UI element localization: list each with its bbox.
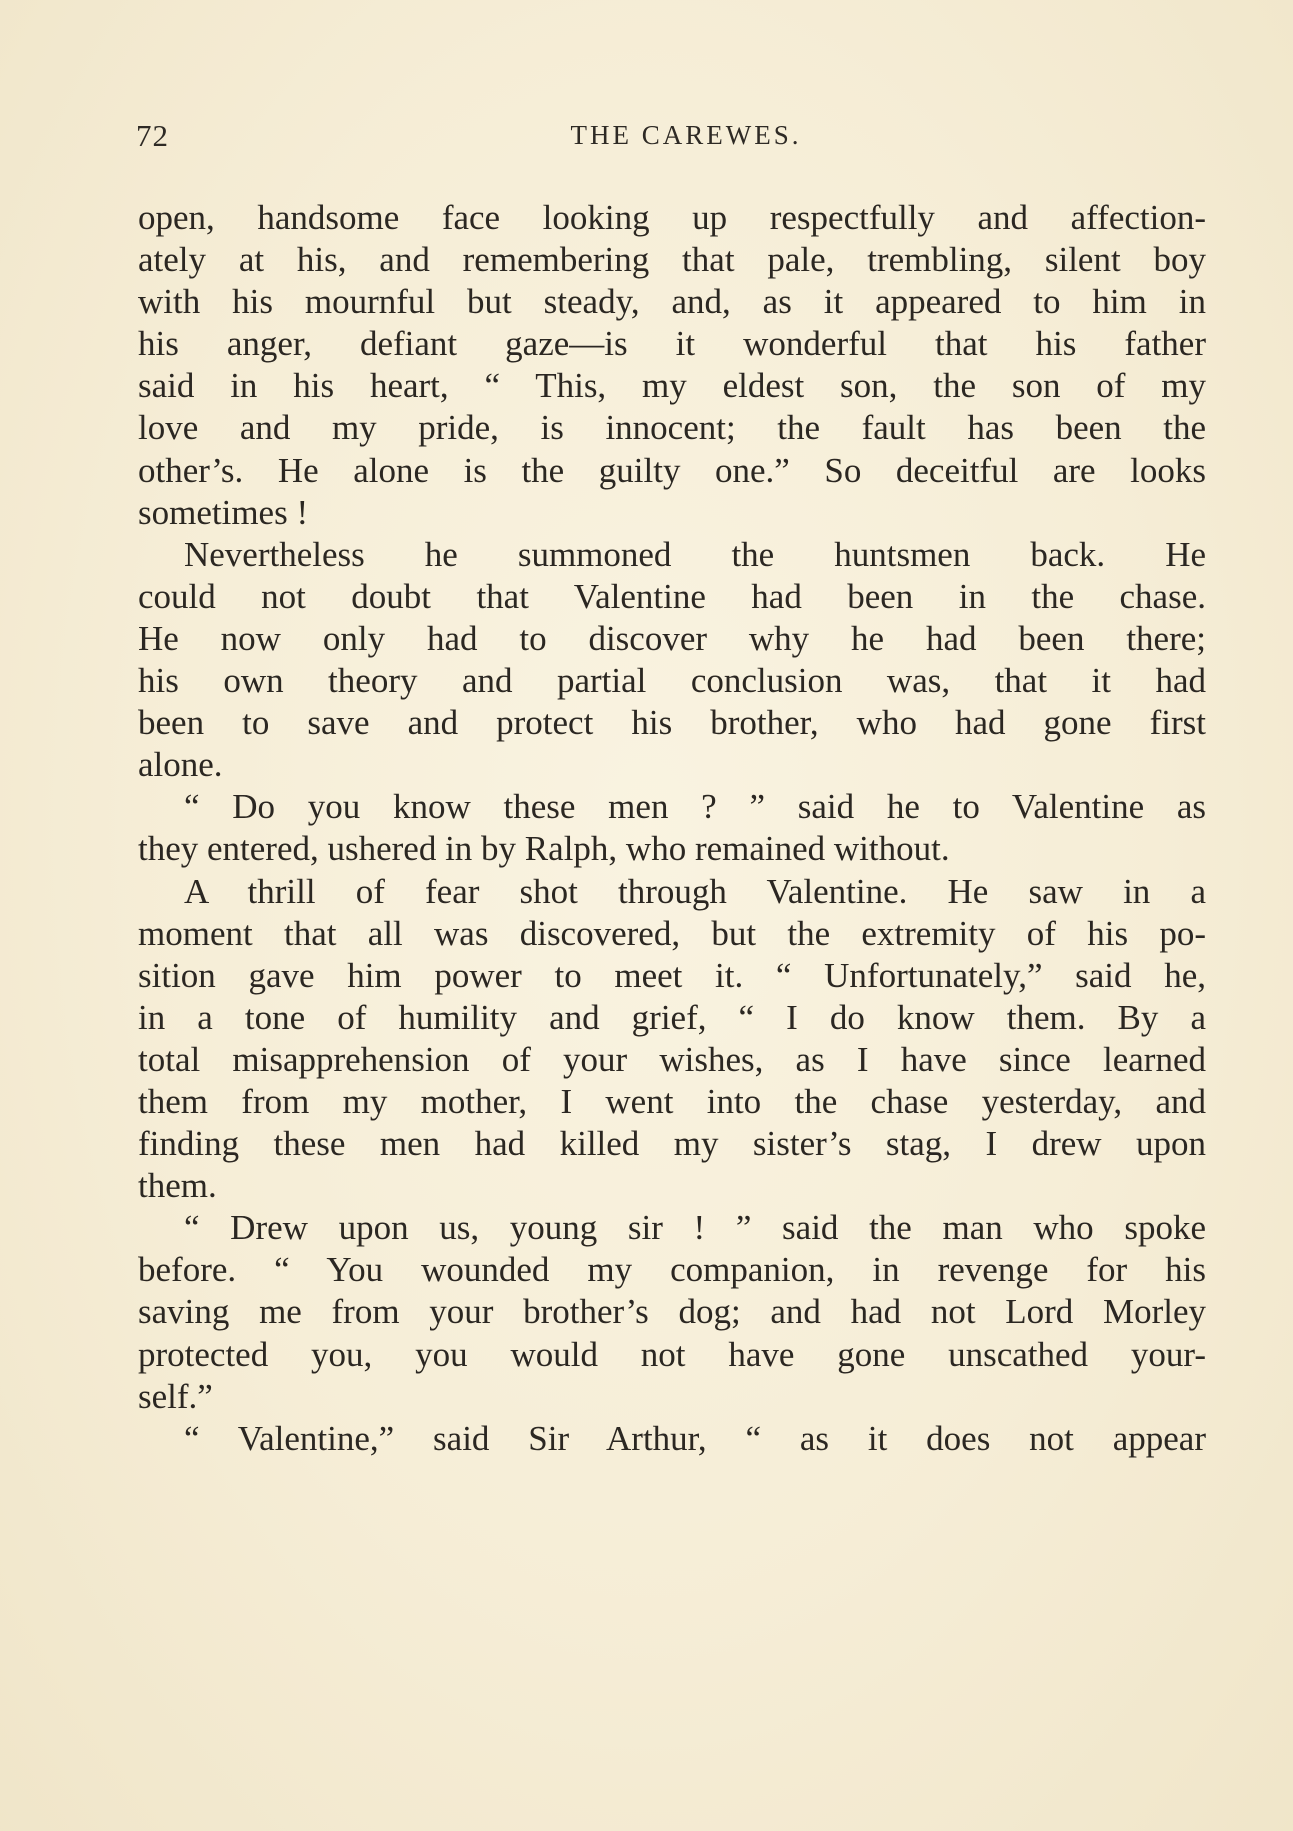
text-line: total misapprehension of your wishes, as I have since learned bbox=[138, 1039, 1206, 1079]
text-line: said in his heart, “ This, my eldest son, the son of my bbox=[138, 366, 1206, 406]
text-line: “ Do you know these men ? ” said he to Valentine as bbox=[184, 787, 1206, 827]
text-line: “ Valentine,” said Sir Arthur, “ as it does not appear bbox=[184, 1418, 1206, 1458]
text-line: before. “ You wounded my companion, in revenge for his bbox=[138, 1250, 1206, 1290]
text-line: open, handsome face looking up respectfully and affection- bbox=[138, 198, 1206, 237]
text-line: protected you, you would not have gone unscathed your- bbox=[138, 1334, 1206, 1374]
text-line: “ Drew upon us, young sir ! ” said the man who spoke bbox=[184, 1208, 1206, 1248]
text-line: sometimes ! bbox=[138, 492, 309, 532]
text-line: with his mournful but steady, and, as it appeared to him in bbox=[138, 282, 1206, 322]
text-line: He now only had to discover why he had been there; bbox=[138, 618, 1206, 658]
text-line: love and my pride, is innocent; the fault has been the bbox=[138, 408, 1206, 448]
body-text bbox=[138, 197, 1206, 1460]
text-line: in a tone of humility and grief, “ I do know them. By a bbox=[138, 997, 1206, 1037]
text-line: Nevertheless he summoned the huntsmen back. He bbox=[184, 534, 1206, 574]
text-line: ately at his, and remembering that pale, trembling, silent boy bbox=[138, 240, 1206, 280]
text-line: other’s. He alone is the guilty one.” So deceitful are looks bbox=[138, 450, 1206, 490]
text-line: self.” bbox=[138, 1376, 213, 1416]
running-title: THE CAREWES. bbox=[570, 120, 802, 150]
text-line: them. bbox=[138, 1166, 217, 1206]
page-number: 72 bbox=[136, 118, 169, 153]
text-line: could not doubt that Valentine had been in the chase. bbox=[138, 576, 1206, 616]
text-line: alone. bbox=[138, 745, 223, 785]
text-line: them from my mother, I went into the chase yesterday, and bbox=[138, 1081, 1206, 1121]
page-header bbox=[136, 118, 1206, 158]
text-line: A thrill of fear shot through Valentine. He saw in a bbox=[184, 871, 1206, 911]
text-line: moment that all was discovered, but the extremity of his po- bbox=[138, 913, 1206, 953]
text-line: they entered, ushered in by Ralph, who remained without. bbox=[138, 829, 950, 869]
text-line: his anger, defiant gaze—is it wonderful that his father bbox=[138, 324, 1206, 364]
text-line: finding these men had killed my sister’s stag, I drew upon bbox=[138, 1124, 1206, 1164]
text-line: been to save and protect his brother, who had gone first bbox=[138, 703, 1206, 743]
text-line: sition gave him power to meet it. “ Unfortunately,” said he, bbox=[138, 955, 1206, 995]
text-line: saving me from your brother’s dog; and had not Lord Morley bbox=[138, 1292, 1206, 1332]
text-line: his own theory and partial conclusion was, that it had bbox=[138, 661, 1206, 701]
